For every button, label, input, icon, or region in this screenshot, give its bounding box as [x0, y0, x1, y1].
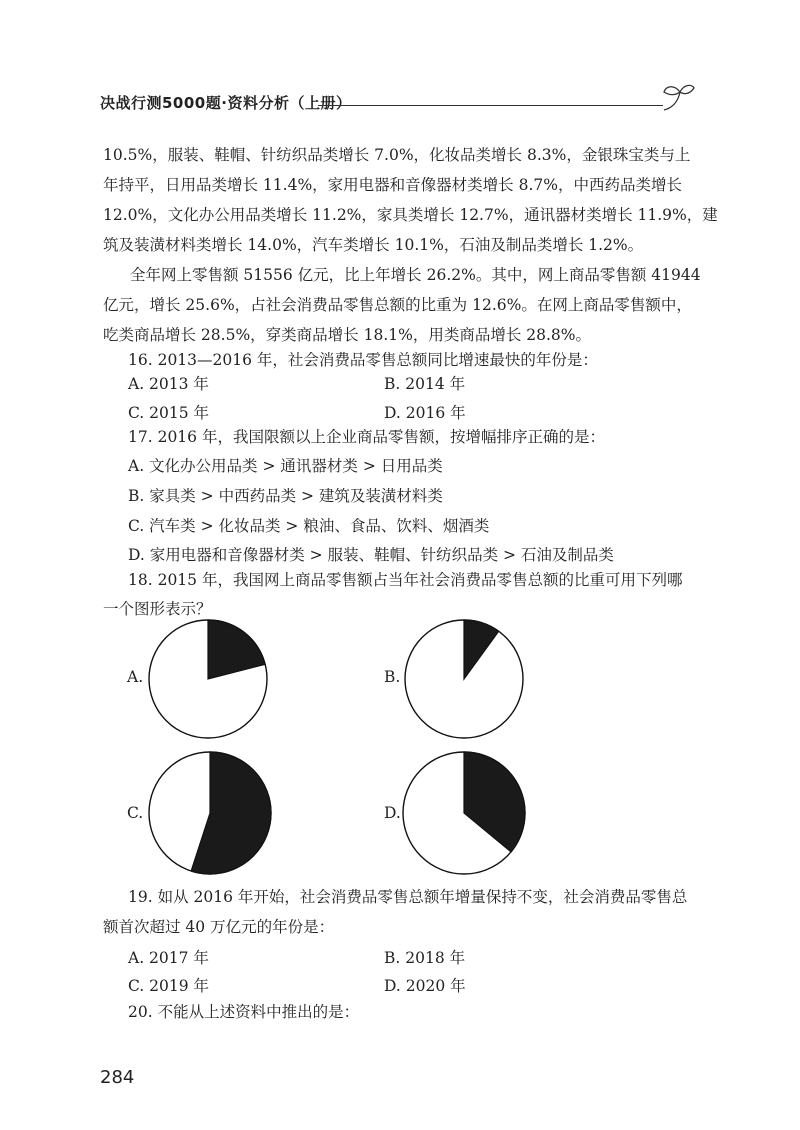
q18-option-c-label[interactable]: C. — [127, 804, 144, 822]
question-18-stem: 18. 2015 年，我国网上商品零售额占当年社会消费品零售总额的比重可用下列哪 — [128, 571, 683, 589]
q16-option-b[interactable]: B. 2014 年 — [384, 375, 466, 393]
q16-option-c[interactable]: C. 2015 年 — [128, 404, 210, 422]
paragraph-line: 年持平，日用品类增长 11.4%，家用电器和音像器材类增长 8.7%，中西药品类增长 — [103, 176, 682, 194]
paragraph-line: 全年网上零售额 51556 亿元，比上年增长 26.2%。其中，网上商品零售额 41944 — [130, 266, 701, 284]
question-20-stem: 20. 不能从上述资料中推出的是： — [128, 1003, 360, 1021]
q17-option-d[interactable]: D. 家用电器和音像器材类 > 服装、鞋帽、针纺织品类 > 石油及制品类 — [128, 546, 614, 564]
page-number: 284 — [100, 1067, 135, 1088]
question-18-stem-cont: 一个图形表示？ — [103, 600, 212, 618]
q17-option-c[interactable]: C. 汽车类 > 化妆品类 > 粮油、食品、饮料、烟酒类 — [128, 517, 490, 535]
pie-chart-c[interactable] — [146, 749, 274, 877]
paragraph-line: 亿元，增长 25.6%，占社会消费品零售总额的比重为 12.6%。在网上商品零售额中， — [103, 296, 692, 314]
header-rule — [318, 105, 663, 106]
question-16-stem: 16. 2013—2016 年，社会消费品零售总额同比增速最快的年份是： — [128, 351, 598, 369]
q16-option-a[interactable]: A. 2013 年 — [128, 375, 209, 393]
sprout-icon — [660, 78, 696, 114]
q19-option-a[interactable]: A. 2017 年 — [128, 949, 209, 967]
q19-option-c[interactable]: C. 2019 年 — [128, 977, 210, 995]
q17-option-a[interactable]: A. 文化办公用品类 > 通讯器材类 > 日用品类 — [128, 457, 443, 475]
pie-chart-a[interactable] — [146, 617, 270, 741]
paragraph-line: 吃类商品增长 28.5%，穿类商品增长 18.1%，用类商品增长 28.8%。 — [103, 326, 592, 344]
paragraph-line: 10.5%，服装、鞋帽、针纺织品类增长 7.0%，化妆品类增长 8.3%，金银珠宝类与上 — [103, 146, 691, 164]
question-19-stem-cont: 额首次超过 40 万亿元的年份是： — [103, 918, 335, 936]
q16-option-d[interactable]: D. 2016 年 — [384, 404, 466, 422]
q18-option-a-label[interactable]: A. — [127, 668, 144, 686]
paragraph-line: 筑及装潢材料类增长 14.0%，汽车类增长 10.1%，石油及制品类增长 1.2%。 — [103, 236, 644, 254]
q18-option-b-label[interactable]: B. — [384, 668, 401, 686]
q19-option-b[interactable]: B. 2018 年 — [384, 949, 466, 967]
paragraph-line: 12.0%，文化办公用品类增长 11.2%，家具类增长 12.7%，通讯器材类增长 11.9%，建 — [103, 206, 718, 224]
pie-chart-b[interactable] — [402, 617, 526, 741]
q18-option-d-label[interactable]: D. — [384, 804, 401, 822]
pie-chart-d[interactable] — [400, 749, 528, 877]
question-17-stem: 17. 2016 年，我国限额以上企业商品零售额，按增幅排序正确的是： — [128, 428, 605, 446]
q19-option-d[interactable]: D. 2020 年 — [384, 977, 466, 995]
question-19-stem: 19. 如从 2016 年开始，社会消费品零售总额年增量保持不变，社会消费品零售总 — [128, 888, 688, 906]
q17-option-b[interactable]: B. 家具类 > 中西药品类 > 建筑及装潢材料类 — [128, 487, 443, 505]
running-header: 决战行测5000题·资料分析（上册） — [100, 94, 352, 112]
